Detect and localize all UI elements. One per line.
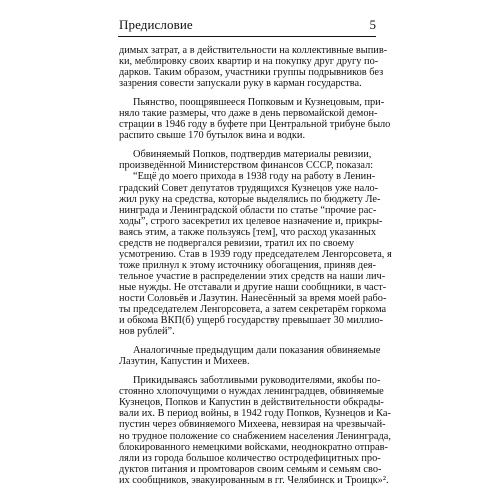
paragraph [119,375,391,486]
text-line: градский Совет депутатов трудящихся Кузнецов уже нало- [119,182,379,194]
running-header [118,16,376,37]
text-line: дуктов питания и промтоваров своим семьям и семьям сво- [119,463,382,475]
text-line: няло такие размеры, что даже в день первомайской демон- [119,108,378,120]
paragraph [119,45,388,90]
text-line: ности Соловьёв и Лазутин. Нанесённый за время моей рабо- [119,292,387,304]
text-line: Аналогичные предыдущим дали показания обвиняемые [133,345,381,357]
text-line: произведённой Министерством финансов СССР, показал: [119,160,374,172]
text-line: ные нужды. Не отставали и другие наши сообщники, в част- [119,281,387,293]
text-line: средств не подвергался ревизии, тратил их по своему [119,237,355,249]
text-line: усмотрению. Став в 1939 году председателем Ленгорсовета, я [119,248,392,260]
text-line: стоянно хлопочущими о нуждах ленинградцев, обвиняемые [119,386,384,398]
text-line: Обвиняемый Попков, подтвердив материалы ревизии, [133,149,372,161]
text-line: тоже прилнул к этому источнику обогащения, приняв дея- [119,259,376,271]
text-line: но трудное положение со снабжением населения Ленинграда, [119,430,391,442]
text-line: и обкома ВКП(б) ущерб государству превышает 30 миллио- [119,315,384,327]
text-line: блокированного немецкими войсками, неоднократно отправ- [119,441,388,453]
text-line: их сообщников, эвакуированным в гг. Челябинск и Троицк»². [119,474,389,486]
paragraph [119,345,381,368]
section-title: Предисловие [119,17,193,32]
text-line: Кузнецов, Попков и Капустин в действительности обкрады- [119,397,384,409]
page-number: 5 [369,17,376,32]
text-line: зазрения совести запускали руку в карман государства. [119,78,362,90]
text-line: Пьянство, поощрявшееся Попковым и Кузнецовым, при- [133,97,385,109]
text-line: дарков. Таким образом, участники группы подрывников без [119,67,384,79]
text-line: ляли из города большое количество остродефицитных про- [119,452,381,464]
text-line: ходы”, строго засекретил их целевое назначение и, прикры- [119,215,383,227]
text-line: тельное участие в распределении этих средств на наши лич- [119,270,386,282]
text-line: распито свыше 170 бутылок вина и водки. [119,130,306,142]
text-line: жил руку на средства, которые выделялись по бюджету Ле- [119,193,381,205]
text-line: Лазутин, Капустин и Михеев. [119,356,250,368]
body-text [119,45,392,486]
text-line: нов рублей”. [119,326,175,338]
text-line: нинграда и Ленинградской области по статье “прочие рас- [119,204,377,216]
text-line: ты председателем Ленгорсовета, а затем секретарём горкома [119,304,387,316]
text-line: “Ещё до моего прихода в 1938 году на работу в Ленин- [133,171,376,183]
text-line: страции в 1946 году в буфете при Центральной трибуне было [119,119,391,131]
text-line: Прикидываясь заботливыми руководителями, якобы по- [133,375,381,387]
text-line: ки, меблировку своих квартир и на покупку друг другу по- [119,56,379,68]
text-line: ваясь этим, а также пользуясь [тем], что расход указанных [119,226,376,238]
text-line: димых затрат, а в действительности на коллективные выпив- [119,45,388,56]
paragraph [119,97,391,142]
text-line: пустин через обвиняемого Михеева, невзирая на чрезвычай- [119,419,386,431]
paragraph [119,149,392,338]
text-line: вали их. В период войны, в 1942 году Попков, Кузнецов и Ка- [119,408,391,420]
